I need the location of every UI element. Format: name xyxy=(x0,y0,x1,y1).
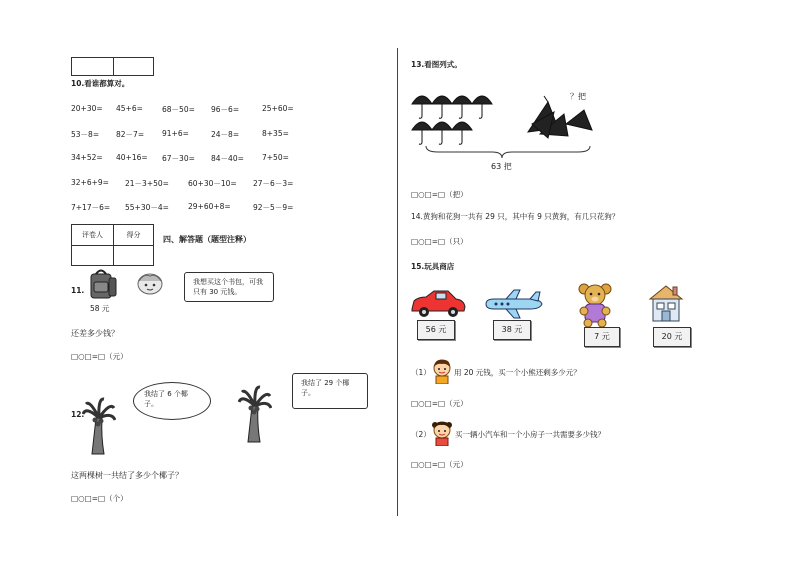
score-label: 得分 xyxy=(114,225,154,246)
calc-item: 25+60= xyxy=(262,104,294,113)
calc-item: 45+6= xyxy=(116,104,143,113)
speech-bubble-left: 我结了 6 个椰子。 xyxy=(133,382,211,420)
backpack-price: 58 元 xyxy=(90,304,110,313)
q14-title: 14.黄狗和花狗一共有 29 只，其中有 9 只黄狗，有几只花狗？ xyxy=(411,212,620,221)
q11-answer: □○□=□（元） xyxy=(71,352,128,361)
q12-answer: □○□=□（个） xyxy=(71,494,128,503)
calc-item: 27－6－3= xyxy=(253,179,294,188)
grader-label: 评卷人 xyxy=(72,225,114,246)
calc-item: 34+52= xyxy=(71,153,103,162)
calc-item: 96－6= xyxy=(211,105,240,114)
q11-number: 11. xyxy=(71,286,85,295)
q13-title: 13.看图列式。 xyxy=(411,60,462,69)
q15-title: 15.玩具商店 xyxy=(411,262,455,271)
price-tag-house: 20 元 xyxy=(653,327,691,347)
calc-item: 82－7= xyxy=(116,130,145,139)
cartoon-child-icon xyxy=(136,272,164,296)
q15-sub2-text: 买一辆小汽车和一个小房子一共需要多少钱？ xyxy=(455,430,605,439)
q11-question: 还差多少钱？ xyxy=(71,329,119,338)
speech-bubble-right: 我结了 29 个椰子。 xyxy=(292,373,368,409)
palm-tree-icon xyxy=(238,384,272,444)
calc-item: 67－30= xyxy=(162,154,195,163)
palm-tree-icon xyxy=(82,396,116,456)
calc-item: 60+30－10= xyxy=(188,179,237,188)
price-tag-car: 56 元 xyxy=(417,320,455,340)
q14-answer: □○□=□（只） xyxy=(411,237,468,246)
car-icon xyxy=(408,287,468,319)
calc-item: 53－8= xyxy=(71,130,100,139)
calc-item: 91+6= xyxy=(162,129,189,138)
section4-title: 四、解答题（题型注释） xyxy=(163,235,251,244)
calc-item: 24－8= xyxy=(211,130,240,139)
calc-item: 68－50= xyxy=(162,105,195,114)
calc-item: 20+30= xyxy=(71,104,103,113)
calc-item: 8+35= xyxy=(262,129,289,138)
calc-item: 7+17－6= xyxy=(71,203,111,212)
q12-question: 这两棵树一共结了多少个椰子？ xyxy=(71,471,183,480)
speech-bubble: 我想买这个书包，可我只有 30 元钱。 xyxy=(184,272,274,302)
calc-item: 7+50= xyxy=(262,153,289,162)
q15-sub2-label: （2） xyxy=(411,430,431,439)
calc-item: 92－5－9= xyxy=(253,203,294,212)
grader-cell xyxy=(72,246,114,266)
calc-item: 32+6+9= xyxy=(71,178,109,187)
price-tag-bear: 7 元 xyxy=(584,327,620,347)
q12-number: 12. xyxy=(71,410,85,419)
girl-icon xyxy=(431,420,453,446)
score-box xyxy=(71,224,154,266)
score-cell xyxy=(114,246,154,266)
column-divider xyxy=(397,48,398,516)
airplane-icon xyxy=(480,289,546,319)
teddy-bear-icon xyxy=(576,283,614,327)
calc-item: 55+30－4= xyxy=(125,203,169,212)
q13-answer: □○□=□（把） xyxy=(411,190,468,199)
q13-total: 63 把 xyxy=(491,162,512,171)
q15-sub1-text: 用 20 元钱，买一个小熊还剩多少元？ xyxy=(454,368,581,377)
q13-annotation: ？把 xyxy=(570,92,586,101)
calc-item: 84－40= xyxy=(211,154,244,163)
boy-icon xyxy=(431,358,453,384)
house-icon xyxy=(648,283,684,323)
calc-item: 40+16= xyxy=(116,153,148,162)
score-cell xyxy=(114,58,154,76)
calc-item: 21－3+50= xyxy=(125,179,169,188)
q15-sub1-answer: □○□=□（元） xyxy=(411,399,468,408)
q15-sub2-answer: □○□=□（元） xyxy=(411,460,468,469)
score-box-top xyxy=(71,57,154,76)
calc-item: 29+60+8= xyxy=(188,202,231,211)
score-cell xyxy=(72,58,114,76)
q10-title: 10.看谁都算对。 xyxy=(71,79,130,88)
q15-sub1-label: （1） xyxy=(411,368,431,377)
price-tag-airplane: 38 元 xyxy=(493,320,531,340)
backpack-icon xyxy=(88,268,118,300)
